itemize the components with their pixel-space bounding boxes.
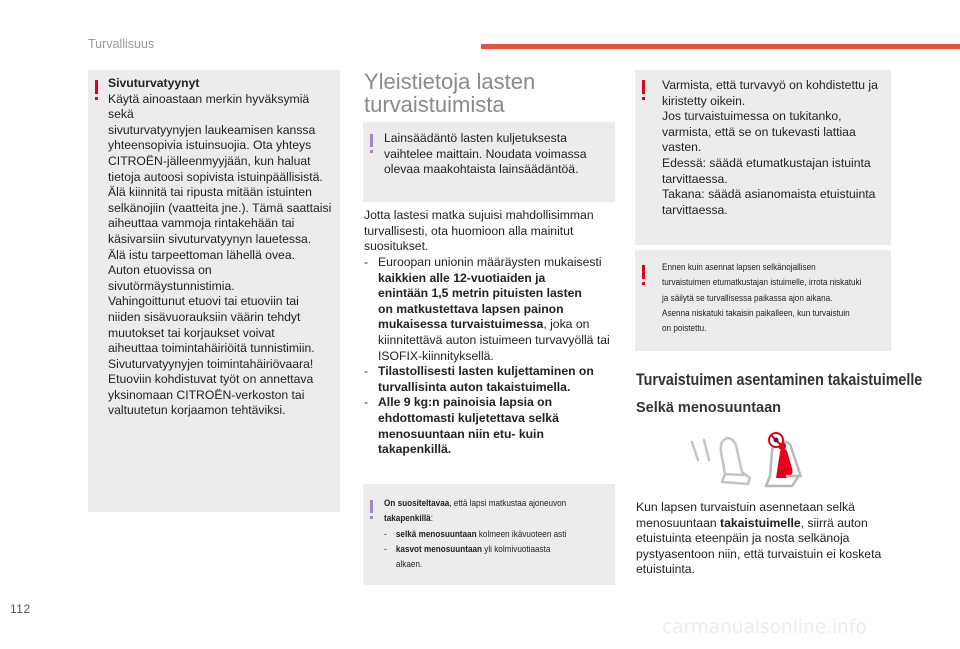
legislation-info-text [384,131,609,178]
info-text: alkaen. [395,559,423,571]
child-seat-icon [766,441,802,486]
section-heading: Turvaistuimen asentaminen takaistuimelle [636,370,923,389]
warning-line: Takana: säädä asianomaista etuistuinta [662,187,876,202]
headrest-warning-text [662,260,892,336]
intro-line: Jotta lastesi matka sujuisi mahdollisimman [364,208,594,222]
heading-line: Yleistietoja lasten [364,69,536,94]
list-line: kiinnitettävä auton istuimeen turvavyöllä tai [378,332,610,347]
instruction-line: etuistuinta eteenpäin ja nosta selkänoja [636,531,850,546]
heading-line: turvaistuimista [364,92,505,117]
warning-line: yksinomaan CITROËN-verkoston tai [108,387,305,402]
warning-line: niiden sisävuorauksiin väärin tehdyt [108,309,301,324]
list-text: , joka on [543,317,590,332]
list-bold-text: mukaisessa turvaistuimessa [378,317,544,332]
list-line: Euroopan unionin määräysten mukaisesti [378,255,602,269]
instruction-text: , siirrä auton [800,515,868,530]
front-seat-icon [692,438,750,484]
warning-line: varmista, että se on tukevasti lattiaa [662,124,856,139]
info-text: , että lapsi matkustaa ajoneuvon [449,498,567,509]
warning-line: Käytä ainoastaan merkin hyväksymiä sekä [108,91,310,122]
warning-icon [642,80,645,94]
rear-facing-instructions [636,500,896,578]
warning-line: vasten. [662,140,702,155]
warning-line: Asenna niskatuki takaisin paikalleen, kun turvaistuin [662,307,850,319]
warning-icon [95,80,98,94]
rear-facing-seat-illustration [682,430,842,492]
info-bold: kasvot menosuuntaan [395,543,483,555]
list-dash: - [364,255,369,269]
info-bold: selkä menosuuntaan [395,528,477,540]
info-line: vaihtelee maittain. Noudata voimassa [384,146,587,161]
info-text: yli kolmivuotiaasta [482,543,551,555]
warning-line: CITROËN-jälleenmyyjään, kun haluat [108,153,311,168]
warning-line: ja säilytä se turvallisessa paikassa ajon aikana. [662,292,833,304]
instruction-line: pystyasentoon niin, että turvaistuin ei kosketa [636,546,882,561]
warning-line: Edessä: säädä etumatkustajan istuinta [662,155,871,170]
warning-line: on poistettu. [662,323,707,335]
intro-line: turvallisesti, ota huomioon alla mainitut [364,223,574,238]
list-bold-line: ehdottomasti kuljetettava selkä [378,410,559,425]
warning-line: yhteensopivia istuinsuojia. Ota yhteys [108,138,312,153]
intro-line: suositukset. [364,239,429,254]
warning-line: valtuutetun korjaamon tehtäviksi. [108,403,286,418]
seatbelt-warning-text [662,78,887,218]
info-icon [370,500,373,513]
info-bold: On suositeltavaa [384,498,450,509]
warning-line: Ennen kuin asennat lapsen selkänojallisen [662,262,816,273]
warning-line: Älä istu tarpeettoman lähellä ovea. [108,247,295,262]
list-bold-line: Tilastollisesti lasten kuljettaminen on [378,364,594,379]
warning-line: aiheuttaa vammoja rintakehään tai [108,216,295,231]
instruction-text: menosuuntaan [636,515,721,530]
warning-line: tarvittaessa. [662,171,728,186]
list-bold-line: takapenkillä. [378,442,452,457]
warning-line: turvaistuimen etumatkustajan istuimelle, irrota niskatuki [662,277,862,289]
section-title: Turvallisuus [88,37,155,51]
info-text: : [430,513,433,525]
warning-line: tietoja autoosi sopivista istuinpäällisistä. [108,169,323,184]
warning-line: sivutörmäystunnistimia. [108,278,235,293]
warning-line: Etuoviin kohdistuvat työt on annettava [108,372,314,387]
warning-line: Vahingoittunut etuovi tai etuoviin tai [108,294,299,309]
header-accent-bar [481,44,960,49]
info-text: kolmeen ikävuoteen asti [476,528,567,540]
warning-line: Jos turvaistuimessa on tukitanko, [662,109,842,124]
warning-line: aiheuttaa toimintahäiriöitä tunnistimiin. [108,341,315,356]
instruction-line: Kun lapsen turvaistuin asennetaan selkä [636,500,855,514]
sub-heading: Selkä menosuuntaan [636,400,782,416]
warning-line: muutokset tai korjaukset voivat [108,325,275,340]
instruction-line: etuistuinta. [636,562,695,577]
warning-title: Sivuturvatyynyt [108,76,200,90]
warning-line: käsivarsiin sivuturvatyynyn lauetessa. [108,231,312,246]
info-line: olevaa maakohtaista lainsäädäntöä. [384,162,579,177]
prohibition-sign-icon [769,433,783,447]
intro-text [364,208,614,255]
list-item [364,395,616,457]
info-line: Lainsäädäntö lasten kuljetuksesta [384,131,567,145]
warning-line: tarvittaessa. [662,202,728,217]
info-bold: takapenkillä [384,513,431,525]
info-icon [370,134,373,147]
list-bold-line: menosuuntaan niin etu- kuin [378,426,544,441]
list-bold-line: Alle 9 kg:n painoisia lapsia on [378,395,553,410]
recommendation-list [364,255,616,458]
page-heading [364,70,535,116]
warning-line: Sivuturvatyynyjen toimintahäiriövaara! [108,356,314,371]
warning-line: kiristetty oikein. [662,93,746,108]
list-dash: - [384,528,387,540]
list-item [364,255,616,364]
list-dash: - [364,395,369,410]
side-airbag-warning-text [108,76,338,419]
page-number: 112 [10,602,31,616]
list-item [364,364,616,395]
list-item [384,542,610,557]
warning-line: selkänojiin (vaatteita jne.). Tämä saattaisi [108,200,332,215]
recommendation-info-text [384,496,610,572]
watermark: carmanualsonline.info [662,617,867,638]
list-bold-line: enintään 1,5 metrin pituisten lasten [378,286,582,301]
list-bold-line: turvallisinta auton takaistuimella. [378,379,571,394]
list-item [384,527,610,542]
list-bold-line: on matkustettava lapsen painon [378,301,564,316]
warning-line: Älä kiinnitä tai ripusta mitään istuinten [108,185,312,200]
list-dash: - [364,364,369,379]
list-item [384,557,610,572]
warning-line: sivuturvatyynyjen laukeamisen kanssa [108,122,316,137]
warning-line: Auton etuovissa on [108,263,212,278]
list-bold-line: kaikkien alle 12-vuotiaiden ja [378,270,546,285]
instruction-bold: takaistuimelle [720,515,801,530]
warning-line: Varmista, että turvavyö on kohdistettu ja [662,78,878,92]
warning-icon [642,265,645,279]
list-line: ISOFIX-kiinnityksellä. [378,348,494,363]
list-dash: - [384,543,387,555]
